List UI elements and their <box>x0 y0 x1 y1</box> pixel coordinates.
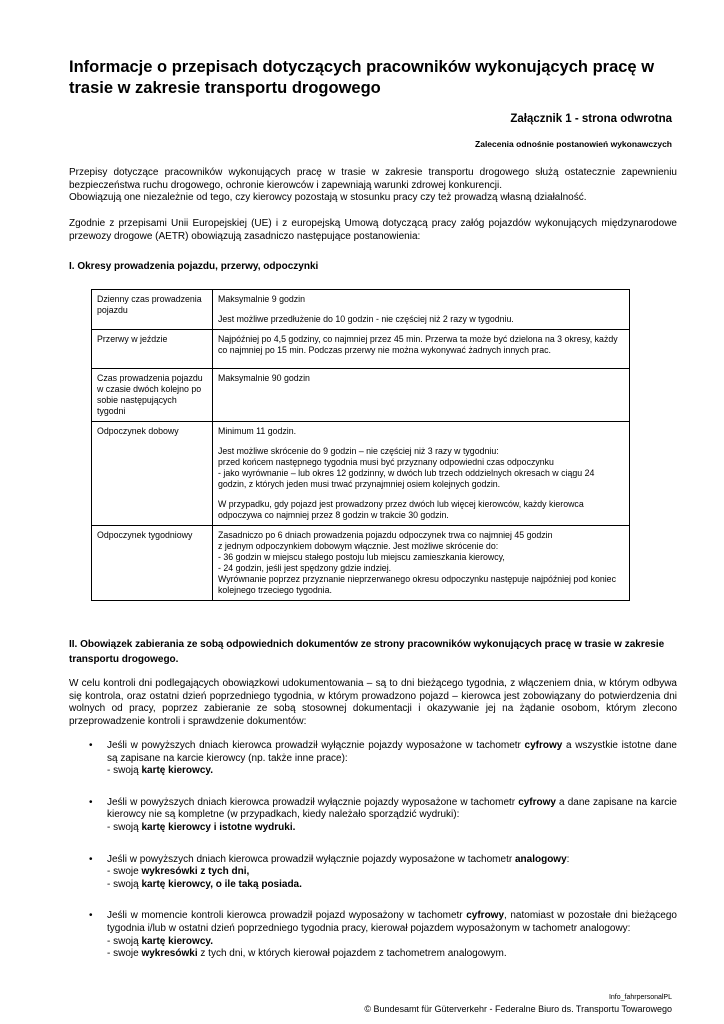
row-line: Wyrównanie poprzez przyznanie nieprzerwanego okresu odpoczynku następuje najpóźniej pod koniec kolejnego trzeciego tygodnia. <box>218 574 616 595</box>
section-1-heading: I. Okresy prowadzenia pojazdu, przerwy, odpoczynki <box>69 261 319 272</box>
row-line: W przypadku, gdy pojazd jest prowadzony przez dwóch lub więcej kierowców, każdy kierowca odpoczywa co najmniej przez 8 godzin w trakcie 30 godzin. <box>218 499 584 520</box>
row-label: Czas prowadzenia pojazdu w czasie dwóch kolejno po sobie następujących tygodni <box>92 369 213 422</box>
document-requirements-list <box>69 740 677 980</box>
row-label: Dzienny czas prowadzenia pojazdu <box>92 290 213 330</box>
list-item-text: Jeśli w powyższych dniach kierowca prowadził wyłącznie pojazdy wyposażone w tachometr analogowy: <box>107 853 570 865</box>
list-item <box>69 910 677 960</box>
list-item-requirement: - swoje wykresówki z tych dni, w których kierował pojazdem z tachometrem analogowym. <box>107 948 507 960</box>
row-line: z jednym odpoczynkiem dobowym włącznie. Jest możliwe skrócenie do: <box>218 541 499 551</box>
rules-table <box>91 289 630 601</box>
recommendations-label: Zalecenia odnośnie postanowień wykonawczych <box>475 139 672 149</box>
list-item-text: Jeśli w momencie kontroli kierowca prowadził pojazd wyposażony w tachometr cyfrowy, natomiast w pozostałe dni bieżącego tygodnia i/lub w ostatni dzień poprzedniego tygodnia pracy, kierował pojazdem wyposażonym w tachometr analogowy: <box>107 910 677 934</box>
row-label: Odpoczynek tygodniowy <box>92 526 213 601</box>
row-content <box>213 330 630 369</box>
attachment-label: Załącznik 1 - strona odwrotna <box>510 113 672 125</box>
row-line: - 24 godzin, jeśli jest spędzony gdzie indziej. <box>218 563 392 573</box>
list-item-requirement: - swoją kartę kierowcy. <box>107 935 213 947</box>
bullet-icon: • <box>89 910 93 922</box>
list-item-requirement: - swoją kartę kierowcy, o ile taką posiada. <box>107 878 302 890</box>
table-row <box>92 422 630 526</box>
list-item-text: Jeśli w powyższych dniach kierowca prowadził wyłącznie pojazdy wyposażone w tachometr cyfrowy a dane zapisane na karcie kierowcy nie są kompletne (w przypadkach, kiedy należało sporządzić wydruki): <box>107 796 677 821</box>
row-line: Minimum 11 godzin. <box>218 426 297 436</box>
page-title: Informacje o przepisach dotyczących pracowników wykonujących pracę w trasie w zakresie transportu drogowego <box>69 58 655 97</box>
bullet-icon: • <box>89 740 93 751</box>
list-item-text: Jeśli w powyższych dniach kierowca prowadził wyłącznie pojazdy wyposażone w tachometr cyfrowy a wszystkie istotne dane są zapisane na karcie kierowcy (np. także inne prace): <box>107 740 677 764</box>
intro-text-2: Obowiązują one niezależnie od tego, czy kierowcy pozostają w stosunku pracy czy też prowadzą własną działalność. <box>69 192 587 204</box>
row-line: - jako wyrównanie – lub okres 12 godzinny, w dwóch lub trzech oddzielnych okresach w ciągu 24 godzin, z których jeden musi trwać przynajmniej osiem kolejnych godzin. <box>218 468 595 489</box>
row-line: przed końcem następnego tygodnia musi być przyznany odpowiedni czas odpoczynku <box>218 457 554 467</box>
row-label: Odpoczynek dobowy <box>92 422 213 526</box>
list-item <box>69 797 677 835</box>
row-line: Maksymalnie 9 godzin <box>218 294 306 304</box>
intro-text-1: Przepisy dotyczące pracowników wykonujących pracę w trasie w zakresie transportu drogowego służą ostatecznie zapewnieniu bezpieczeństwa ruchu drogowego, ochronie kierowców i zapewniają warunki zdrowej konkurencji. <box>69 167 677 191</box>
row-line: Jest możliwe przedłużenie do 10 godzin - nie częściej niż 2 razy w tygodniu. <box>218 314 514 324</box>
row-content <box>213 290 630 330</box>
document-code: Info_fahrpersonalPL <box>608 994 672 1001</box>
row-line: Zasadniczo po 6 dniach prowadzenia pojazdu odpoczynek trwa co najmniej 45 godzin <box>218 530 553 540</box>
row-line: Jest możliwe skrócenie do 9 godzin – nie częściej niż 3 razy w tygodniu: <box>218 446 499 456</box>
section-2-heading: II. Obowiązek zabierania ze sobą odpowiednich dokumentów ze strony pracowników wykonujących pracę w trasie w zakresie transportu drogowego. <box>69 639 665 665</box>
row-line: Najpóźniej po 4,5 godziny, co najmniej przez 45 min. Przerwa ta może być dzielona na 3 okresy, każdy co najmniej po 15 min. Podczas przerwy nie można wykonywać żadnych innych prac. <box>218 334 618 355</box>
legal-basis-paragraph: Zgodnie z przepisami Unii Europejskiej (UE) i z europejską Umową dotyczącą pracy załóg pojazdów wykonujących międzynarodowe przewozy drogowe (AETR) obowiązują zasadniczo następujące postanowienia: <box>69 218 677 242</box>
row-line: Maksymalnie 90 godzin <box>218 373 310 383</box>
table-row <box>92 526 630 601</box>
bullet-icon: • <box>89 853 93 865</box>
list-item-requirement: - swoje wykresówki z tych dni, <box>107 866 250 878</box>
row-content <box>213 526 630 601</box>
list-item-requirement: - swoją kartę kierowcy. <box>107 765 213 777</box>
table-row <box>92 330 630 369</box>
row-label: Przerwy w jeździe <box>92 330 213 369</box>
row-content <box>213 369 630 422</box>
bullet-icon: • <box>89 796 93 808</box>
row-line: - 36 godzin w miejscu stałego postoju lub miejscu zamieszkania kierowcy, <box>218 552 505 562</box>
footer-copyright: © Bundesamt für Güterverkehr - Federalne Biuro ds. Transportu Towarowego <box>364 1004 672 1014</box>
list-item <box>69 740 677 778</box>
list-item-requirement: - swoją kartę kierowcy i istotne wydruki. <box>107 821 296 833</box>
list-item <box>69 854 677 892</box>
table-row <box>92 369 630 422</box>
table-row <box>92 290 630 330</box>
row-content <box>213 422 630 526</box>
section-2-intro: W celu kontroli dni podlegających obowiązkowi udokumentowania – są to dni bieżącego tygodnia, z włączeniem dnia, w którym odbywa się kontrola, oraz ostatni dzień poprzedniego tygodnia, w którym prowadzono pojazd – kierowca jest zobowiązany do potwierdzenia dni wolnych od pracy, poprzez zabieranie ze sobą stosownej dokumentacji i okazywanie jej na żądanie osobom, którym zlecono przeprowadzenie kontroli i sprawdzenie dokumentów: <box>69 678 677 727</box>
intro-paragraph <box>69 167 677 205</box>
